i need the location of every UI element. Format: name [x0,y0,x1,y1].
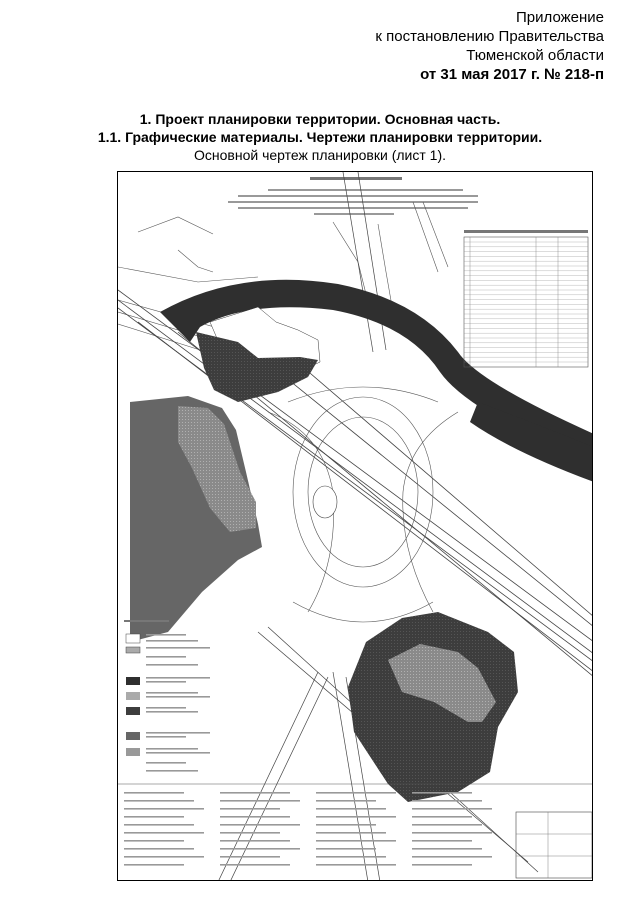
illegible-text-placeholder [316,824,376,826]
illegible-text-placeholder [220,840,290,842]
legend-swatch [126,707,140,715]
illegible-text-placeholder [316,848,376,850]
illegible-text-placeholder [412,840,472,842]
legend-left [124,620,210,772]
table-title-placeholder [464,230,588,233]
drawing-title-placeholder [310,177,402,180]
illegible-text-placeholder [124,808,204,810]
illegible-text-placeholder [412,856,492,858]
illegible-text-placeholder [146,762,186,764]
illegible-text-placeholder [146,647,210,649]
legend-swatch [126,677,140,685]
illegible-text-placeholder [146,681,186,683]
legend-swatch [126,748,140,756]
drawing-subtitle-placeholder [268,189,463,191]
illegible-text-placeholder [146,664,198,666]
illegible-text-placeholder [146,656,186,658]
illegible-text-placeholder [146,677,210,679]
illegible-text-placeholder [220,816,290,818]
illegible-text-placeholder [316,864,396,866]
illegible-text-placeholder [124,864,184,866]
drawing-caption: Основной чертеж планировки (лист 1). [194,147,446,163]
illegible-text-placeholder [316,840,396,842]
appendix-region: Тюменской области [466,47,604,64]
illegible-text-placeholder [412,824,482,826]
illegible-text-placeholder [412,816,472,818]
illegible-text-placeholder [124,848,194,850]
illegible-text-placeholder [220,848,300,850]
illegible-text-placeholder [124,792,184,794]
legend-swatch [126,692,140,700]
illegible-text-placeholder [146,732,210,734]
illegible-text-placeholder [412,808,492,810]
specification-table [464,230,588,367]
illegible-text-placeholder [146,707,186,709]
illegible-text-placeholder [220,800,300,802]
illegible-text-placeholder [220,808,280,810]
illegible-text-placeholder [316,832,386,834]
illegible-text-placeholder [220,856,280,858]
drawing-subtitle-placeholder [238,195,478,197]
legend-swatch [126,732,140,740]
title-stamp [516,812,592,878]
appendix-resolution: к постановлению Правительства [375,28,604,45]
legend-swatch [126,634,140,643]
illegible-text-placeholder [316,800,376,802]
illegible-text-placeholder [316,816,396,818]
illegible-text-placeholder [220,864,290,866]
illegible-text-placeholder [316,856,386,858]
legend-bottom-placeholders [124,792,492,866]
illegible-text-placeholder [146,711,198,713]
drawing-subtitle-placeholder [314,213,394,215]
planning-drawing [118,172,593,881]
illegible-text-placeholder [220,792,290,794]
illegible-text-placeholder [146,770,198,772]
illegible-text-placeholder [146,736,186,738]
illegible-text-placeholder [146,634,186,636]
illegible-text-placeholder [412,800,482,802]
illegible-text-placeholder [124,840,184,842]
illegible-text-placeholder [146,748,198,750]
illegible-text-placeholder [124,832,204,834]
appendix-label: Приложение [516,9,604,26]
appendix-date-number: от 31 мая 2017 г. № 218-п [420,66,604,83]
legend-swatch [126,647,140,653]
illegible-text-placeholder [412,848,482,850]
legend-bottom [118,784,593,878]
illegible-text-placeholder [146,640,198,642]
illegible-text-placeholder [124,816,184,818]
illegible-text-placeholder [146,696,210,698]
illegible-text-placeholder [124,824,194,826]
illegible-text-placeholder [220,832,280,834]
illegible-text-placeholder [316,808,386,810]
illegible-text-placeholder [220,824,300,826]
legend-label-placeholders [146,634,210,772]
planning-drawing-sheet [117,171,593,881]
appendix-block [274,8,604,84]
section-heading: 1. Проект планировки территории. Основная часть. [139,111,501,127]
drawing-title-block [228,177,478,215]
illegible-text-placeholder [124,800,194,802]
drawing-subtitle-placeholder [228,201,478,203]
illegible-text-placeholder [412,832,492,834]
drawing-subtitle-placeholder [238,207,468,209]
illegible-text-placeholder [412,792,472,794]
table-rows [464,242,588,362]
secondary-road [218,172,538,881]
subsection-heading: 1.1. Графические материалы. Чертежи планировки территории. [97,129,543,145]
illegible-text-placeholder [412,864,472,866]
illegible-text-placeholder [124,856,204,858]
illegible-text-placeholder [316,792,396,794]
illegible-text-placeholder [146,692,198,694]
illegible-text-placeholder [146,752,210,754]
